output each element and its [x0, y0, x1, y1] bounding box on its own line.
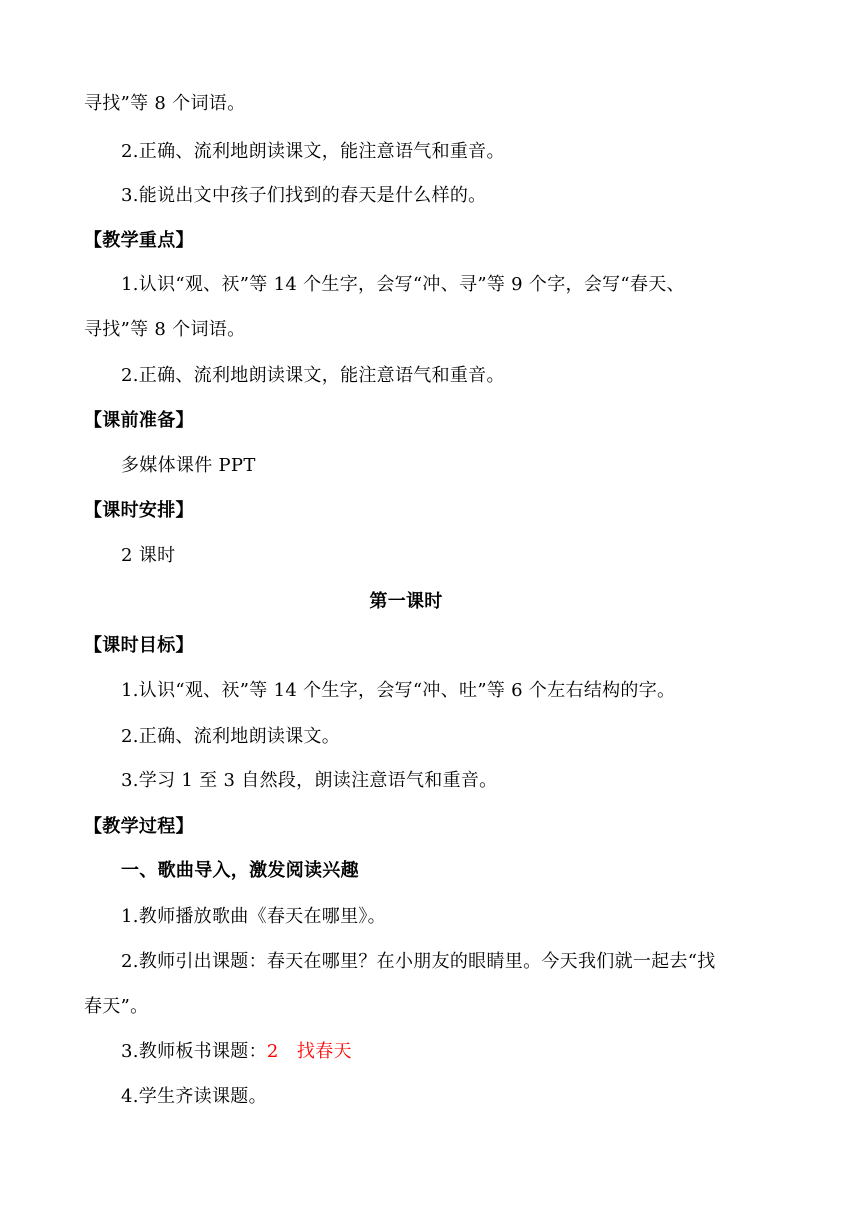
process-step-1: 1.教师播放歌曲《春天在哪里》。: [121, 906, 386, 927]
key-point-2: 2.正确、流利地朗读课文，能注意语气和重音。: [121, 365, 505, 386]
process-step-3-label: 3.教师板书课题：: [121, 1041, 267, 1062]
board-title-red: 2 找春天: [266, 1041, 352, 1062]
lesson-goal-2: 2.正确、流利地朗读课文。: [121, 726, 341, 747]
process-step-3: [121, 1040, 821, 1064]
process-step-2: 2.教师引出课题：春天在哪里？在小朋友的眼睛里。今天我们就一起去“找: [121, 951, 716, 972]
section-heading-lesson-goals: 【课时目标】: [84, 635, 194, 656]
lesson-title: 第一课时: [369, 591, 443, 612]
preparation-text: 多媒体课件 PPT: [121, 455, 256, 476]
lesson-goal-3: 3.学习 1 至 3 自然段，朗读注意语气和重音。: [121, 770, 498, 791]
key-point-1: 1.认识“观、祆”等 14 个生字，会写“冲、寻”等 9 个字，会写“春天、: [121, 274, 685, 295]
section-heading-schedule: 【课时安排】: [84, 500, 194, 521]
process-step-2-continued: 春天”。: [84, 996, 149, 1017]
schedule-text: 2 课时: [121, 545, 176, 566]
section-heading-process: 【教学过程】: [84, 816, 194, 837]
section-heading-preparation: 【课前准备】: [84, 410, 194, 431]
key-point-1-continued: 寻找”等 8 个词语。: [84, 319, 246, 340]
process-step-4: 4.学生齐读课题。: [121, 1086, 267, 1107]
objective-2: 2.正确、流利地朗读课文，能注意语气和重音。: [121, 141, 505, 162]
text-line: 寻找”等 8 个词语。: [84, 93, 246, 114]
process-section-one-title: 一、歌曲导入，激发阅读兴趣: [121, 860, 359, 881]
lesson-goal-1: 1.认识“观、祆”等 14 个生字，会写“冲、吐”等 6 个左右结构的字。: [121, 680, 676, 701]
objective-3: 3.能说出文中孩子们找到的春天是什么样的。: [121, 185, 487, 206]
section-heading-key-points: 【教学重点】: [84, 230, 194, 251]
